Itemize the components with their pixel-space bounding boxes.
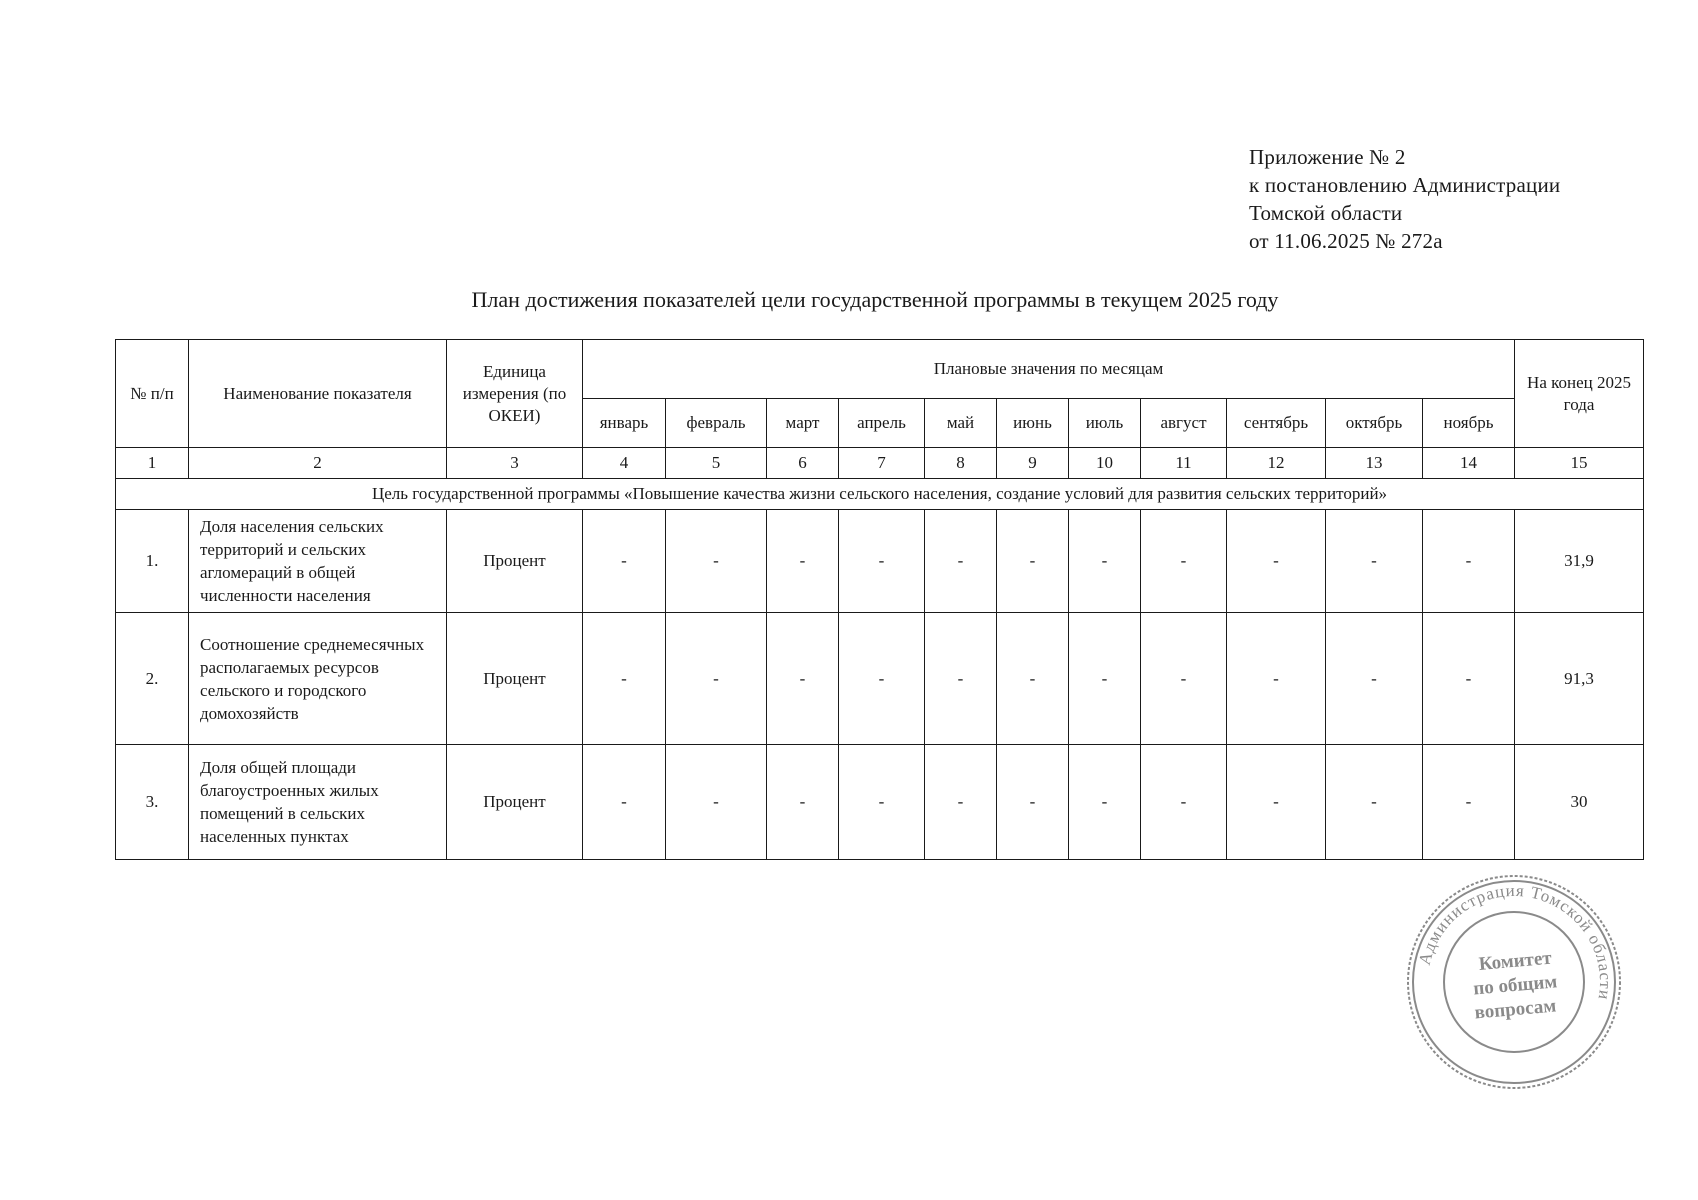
month-value: - — [1069, 745, 1141, 860]
month-value: - — [767, 510, 839, 613]
header-month: август — [1141, 399, 1227, 448]
stamp-center-line-3: вопросам — [1473, 995, 1558, 1024]
month-value: - — [1423, 510, 1515, 613]
row-number: 1. — [116, 510, 189, 613]
month-value: - — [666, 510, 767, 613]
table-row — [116, 510, 1644, 613]
month-value: - — [925, 613, 997, 745]
indicators-table — [115, 339, 1644, 860]
month-value: - — [1423, 613, 1515, 745]
header-monthly: Плановые значения по месяцам — [583, 340, 1515, 399]
stamp-center-line-2: по общим — [1472, 971, 1559, 1000]
column-number: 9 — [997, 448, 1069, 479]
column-number: 2 — [189, 448, 447, 479]
column-number: 6 — [767, 448, 839, 479]
indicator-unit: Процент — [447, 745, 583, 860]
appendix-block — [1249, 143, 1560, 255]
header-month: март — [767, 399, 839, 448]
stamp-ring-text: Администрация Томской области — [1414, 880, 1616, 1002]
column-number: 7 — [839, 448, 925, 479]
month-value: - — [839, 510, 925, 613]
header-month: январь — [583, 399, 666, 448]
header-unit: Единица измерения (по ОКЕИ) — [447, 340, 583, 448]
month-value: - — [1141, 510, 1227, 613]
header-year-end: На конец 2025 года — [1515, 340, 1644, 448]
row-number: 3. — [116, 745, 189, 860]
header-month: ноябрь — [1423, 399, 1515, 448]
appendix-line-2: к постановлению Администрации — [1249, 173, 1561, 197]
column-numbers-row — [116, 448, 1644, 479]
year-end-value: 91,3 — [1515, 613, 1644, 745]
month-value: - — [767, 745, 839, 860]
month-value: - — [925, 510, 997, 613]
column-number: 3 — [447, 448, 583, 479]
month-value: - — [997, 510, 1069, 613]
month-value: - — [583, 613, 666, 745]
month-value: - — [1227, 613, 1326, 745]
month-value: - — [1326, 745, 1423, 860]
header-row — [116, 340, 1644, 399]
header-month: сентябрь — [1227, 399, 1326, 448]
header-month: апрель — [839, 399, 925, 448]
month-value: - — [1326, 510, 1423, 613]
column-number: 1 — [116, 448, 189, 479]
month-value: - — [1141, 745, 1227, 860]
column-number: 11 — [1141, 448, 1227, 479]
year-end-value: 30 — [1515, 745, 1644, 860]
month-value: - — [839, 613, 925, 745]
header-month: июль — [1069, 399, 1141, 448]
indicator-unit: Процент — [447, 510, 583, 613]
header-month: февраль — [666, 399, 767, 448]
indicator-unit: Процент — [447, 613, 583, 745]
month-value: - — [583, 745, 666, 860]
goal-row — [116, 479, 1644, 510]
month-value: - — [1141, 613, 1227, 745]
official-stamp — [1403, 867, 1625, 1097]
month-value: - — [1326, 613, 1423, 745]
month-value: - — [1227, 745, 1326, 860]
month-value: - — [1423, 745, 1515, 860]
appendix-line-3: Томской области — [1249, 201, 1403, 225]
column-number: 14 — [1423, 448, 1515, 479]
column-number: 15 — [1515, 448, 1644, 479]
goal-text: Цель государственной программы «Повышение качества жизни сельского населения, создание условий для развития сельских территорий» — [116, 479, 1644, 510]
month-value: - — [1069, 613, 1141, 745]
header-num: № п/п — [116, 340, 189, 448]
column-number: 4 — [583, 448, 666, 479]
stamp-center-line-1: Комитет — [1477, 947, 1553, 975]
year-end-value: 31,9 — [1515, 510, 1644, 613]
column-number: 13 — [1326, 448, 1423, 479]
month-value: - — [925, 745, 997, 860]
month-value: - — [997, 613, 1069, 745]
month-value: - — [767, 613, 839, 745]
month-value: - — [583, 510, 666, 613]
table-row — [116, 613, 1644, 745]
month-value: - — [1069, 510, 1141, 613]
document-title: План достижения показателей цели государственной программы в текущем 2025 году — [471, 287, 1279, 312]
month-value: - — [997, 745, 1069, 860]
month-value: - — [666, 613, 767, 745]
table-row — [116, 745, 1644, 860]
header-month: июнь — [997, 399, 1069, 448]
header-month: май — [925, 399, 997, 448]
appendix-line-4: от 11.06.2025 № 272а — [1249, 229, 1443, 253]
indicator-name: Соотношение среднемесячных располагаемых ресурсов сельского и городского домохозяйств — [189, 613, 447, 745]
row-number: 2. — [116, 613, 189, 745]
month-value: - — [1227, 510, 1326, 613]
column-number: 5 — [666, 448, 767, 479]
month-value: - — [666, 745, 767, 860]
header-month: октябрь — [1326, 399, 1423, 448]
column-number: 10 — [1069, 448, 1141, 479]
indicator-name: Доля общей площади благоустроенных жилых помещений в сельских населенных пунктах — [189, 745, 447, 860]
indicator-name: Доля населения сельских территорий и сельских агломераций в общей численности населения — [189, 510, 447, 613]
stamp-seal-icon — [1403, 867, 1625, 1097]
header-name: Наименование показателя — [189, 340, 447, 448]
month-value: - — [839, 745, 925, 860]
appendix-line-1: Приложение № 2 — [1249, 145, 1406, 169]
column-number: 12 — [1227, 448, 1326, 479]
column-number: 8 — [925, 448, 997, 479]
